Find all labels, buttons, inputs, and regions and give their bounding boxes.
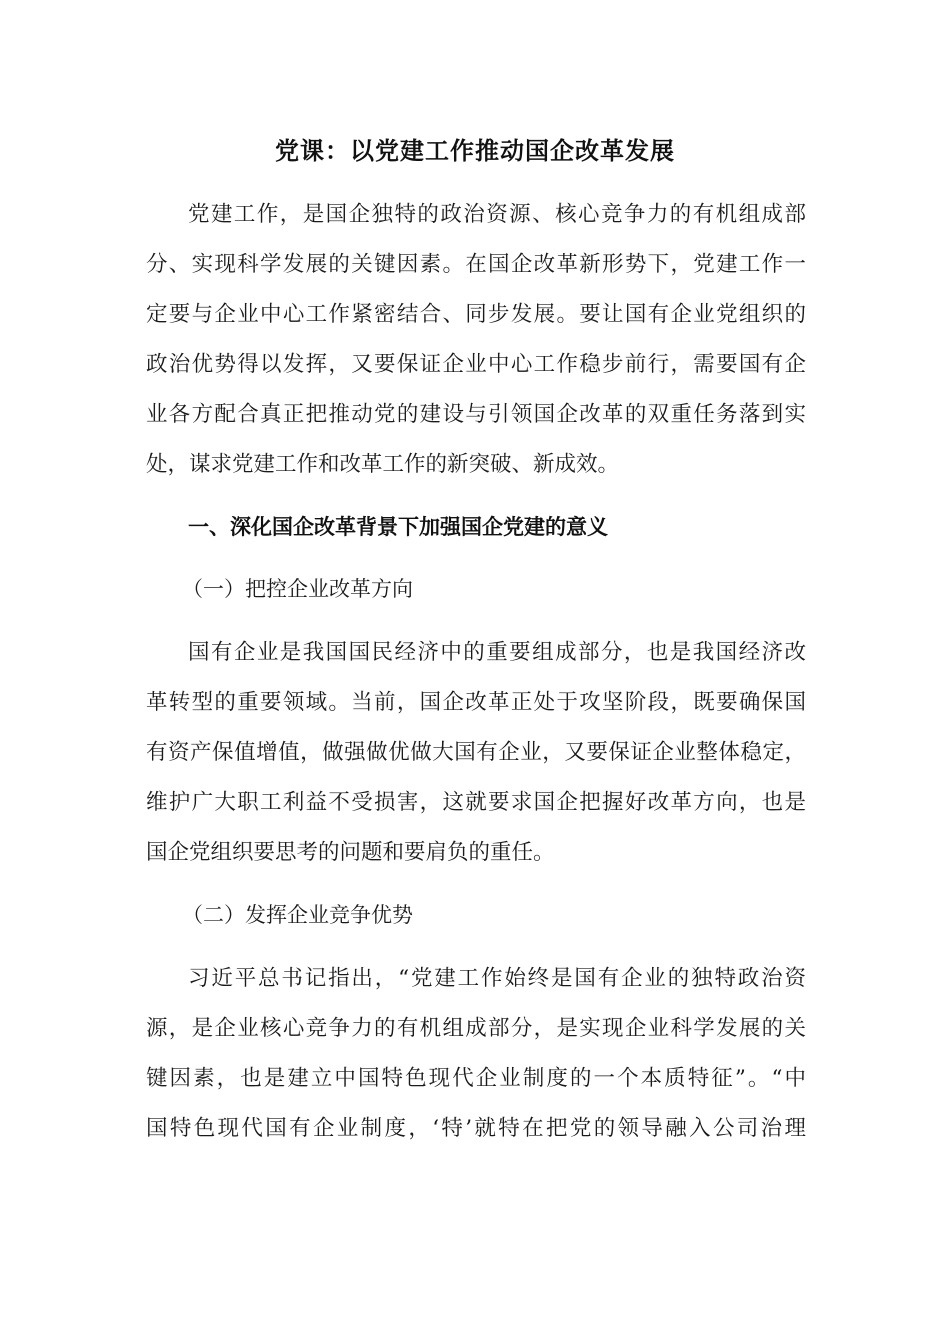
paragraph-line: 源，是企业核心竞争力的有机组成部分，是实现企业科学发展的关 [146, 1016, 806, 1041]
paragraph-line: 国有企业是我国国民经济中的重要组成部分，也是我国经济改 [188, 640, 806, 665]
paragraph-line: 维护广大职工利益不受损害，这就要求国企把握好改革方向，也是 [146, 790, 806, 815]
paragraph-line: 处，谋求党建工作和改革工作的新突破、新成效。 [146, 452, 620, 477]
paragraph-line: 国特色现代国有企业制度，‘特’就特在把党的领导融入公司治理 [146, 1116, 806, 1141]
paragraph-line: 键因素，也是建立中国特色现代企业制度的一个本质特征”。“中 [146, 1066, 806, 1091]
paragraph-line: 有资产保值增值，做强做优做大国有企业，又要保证企业整体稳定， [146, 740, 806, 765]
paragraph-line: 习近平总书记指出，“党建工作始终是国有企业的独特政治资 [188, 966, 806, 991]
paragraph-line: 国企党组织要思考的问题和要肩负的重任。 [146, 840, 555, 865]
paragraph-line: 业各方配合真正把推动党的建设与引领国企改革的双重任务落到实 [146, 402, 806, 427]
document-title: 党课：以党建工作推动国企改革发展 [275, 137, 675, 165]
subsection-heading: （二）发挥企业竞争优势 [182, 903, 413, 927]
subsection-heading: （一）把控企业改革方向 [182, 577, 413, 601]
paragraph-line: 定要与企业中心工作紧密结合、同步发展。要让国有企业党组织的 [146, 302, 806, 327]
paragraph-line: 革转型的重要领域。当前，国企改革正处于攻坚阶段，既要确保国 [146, 690, 806, 715]
paragraph-line: 政治优势得以发挥，又要保证企业中心工作稳步前行，需要国有企 [146, 352, 806, 377]
section-heading: 一、深化国企改革背景下加强国企党建的意义 [188, 515, 608, 539]
paragraph-line: 党建工作，是国企独特的政治资源、核心竞争力的有机组成部 [188, 202, 806, 227]
paragraph-line: 分、实现科学发展的关键因素。在国企改革新形势下，党建工作一 [146, 252, 806, 277]
